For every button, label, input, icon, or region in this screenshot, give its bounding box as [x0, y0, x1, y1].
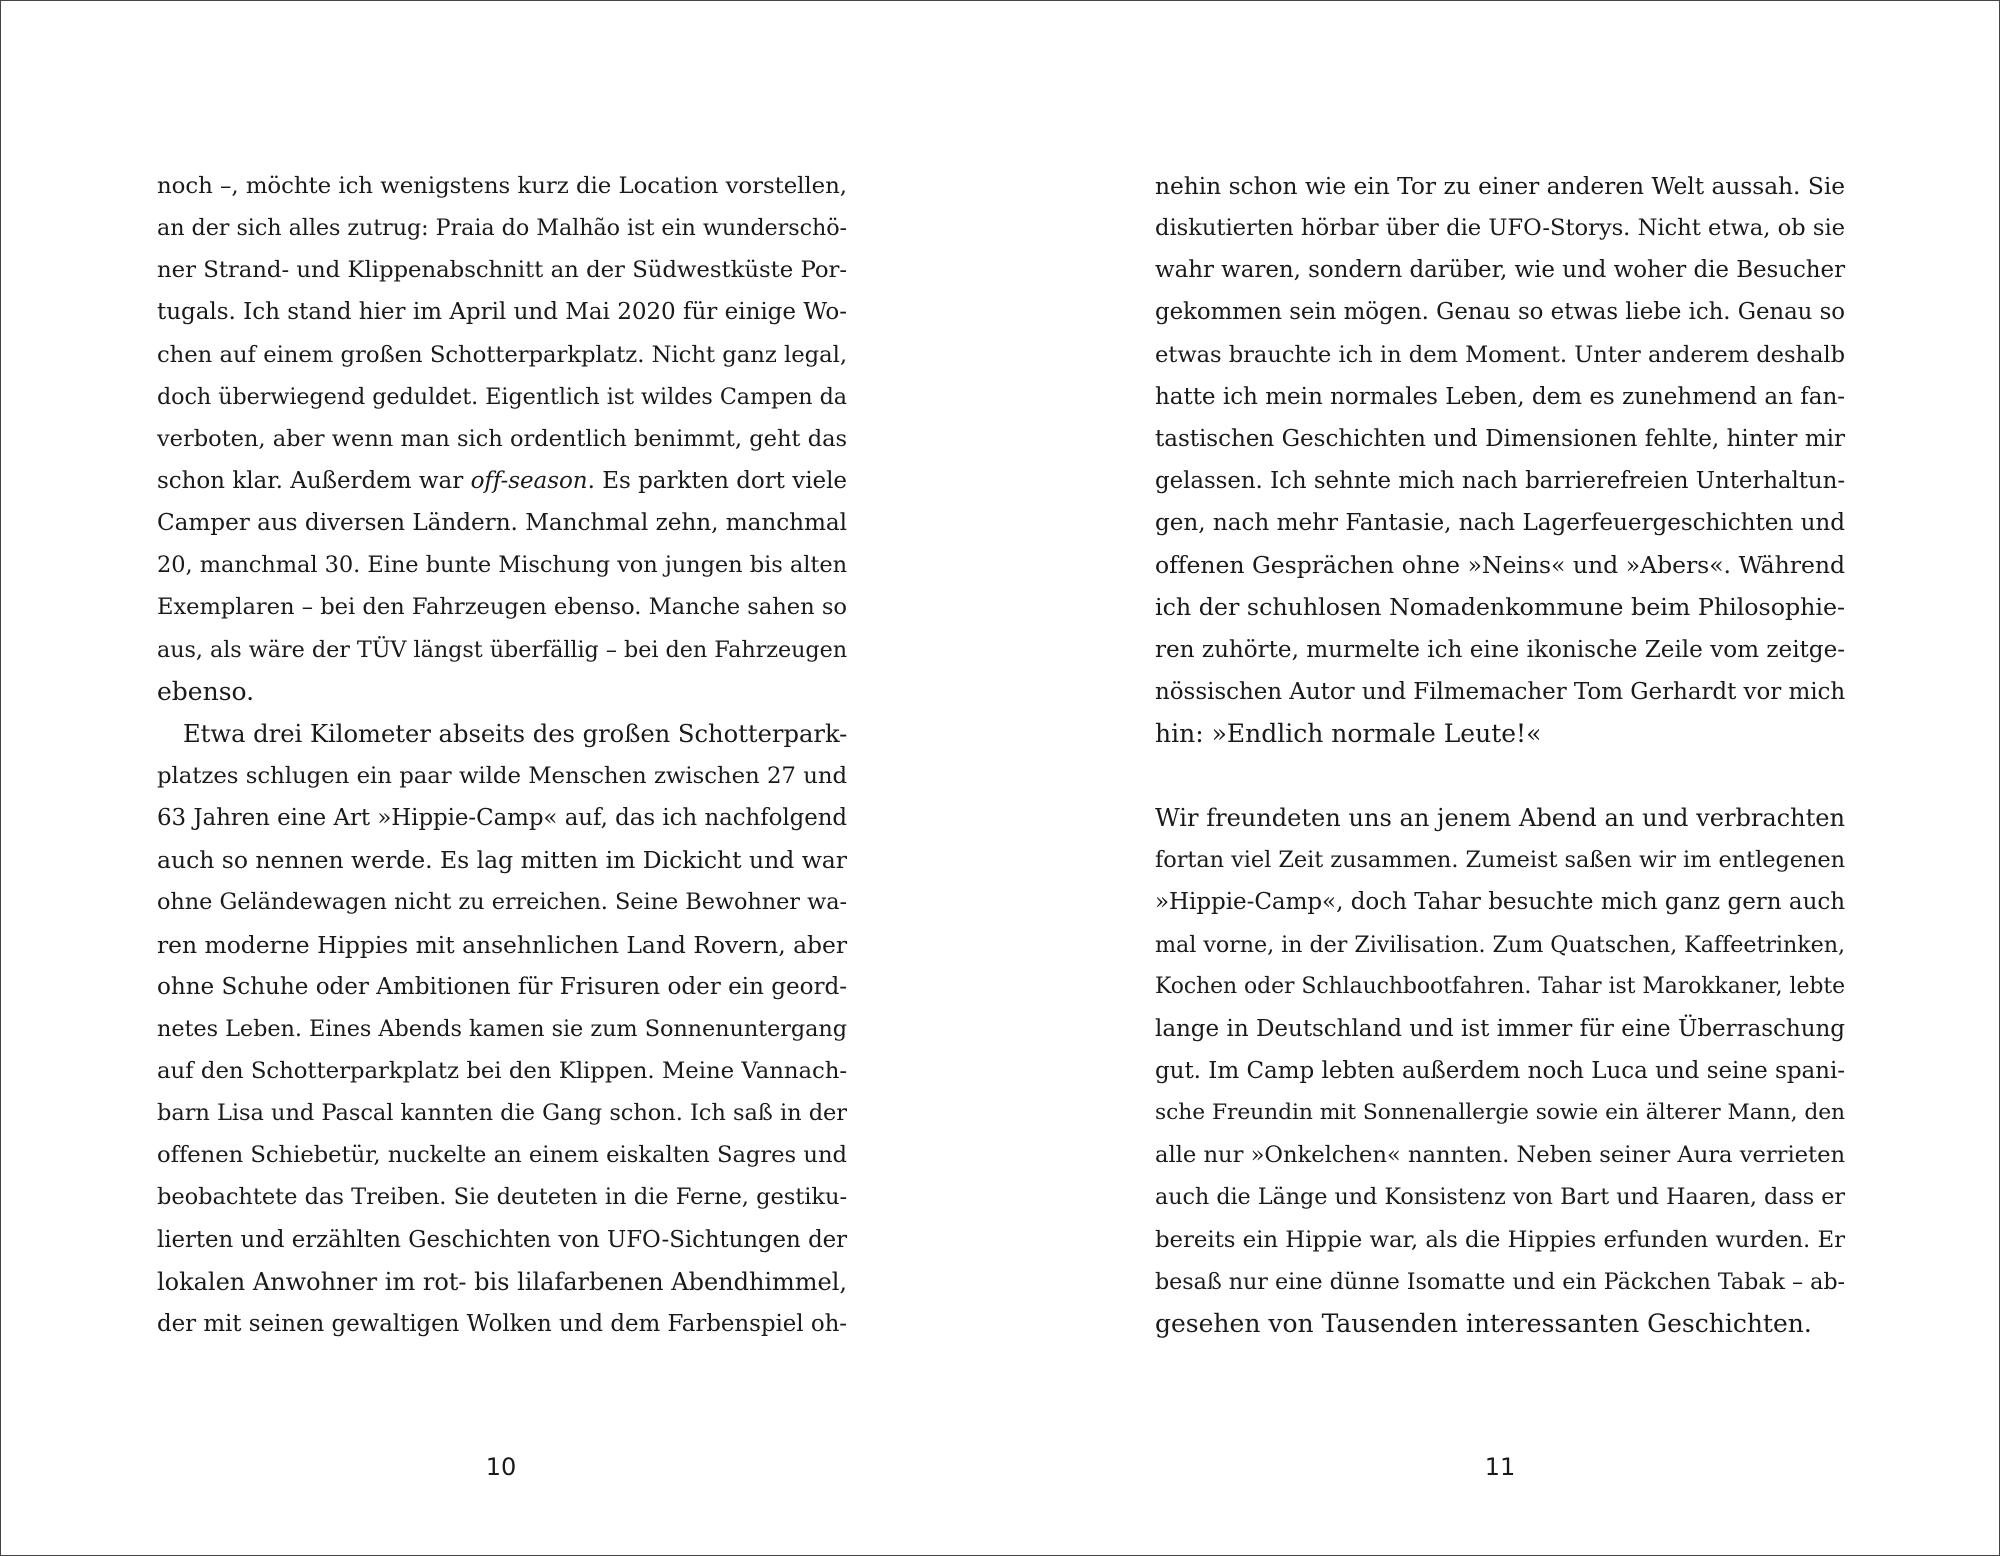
- text-line: an der sich alles zutrug: Praia do Malhão ist ein wunderschö-: [157, 215, 847, 242]
- text-line: »Hippie-Camp«, doch Tahar besuchte mich ganz gern auch: [1155, 889, 1845, 916]
- text-line: Wir freundeten uns an jenem Abend an und verbrachten: [1155, 804, 1845, 833]
- text-line: platzes schlugen ein paar wilde Menschen zwischen 27 und: [157, 762, 847, 789]
- text-line: gut. Im Camp lebten außerdem noch Luca und seine spani-: [1155, 1057, 1845, 1084]
- text-line: Exemplaren – bei den Fahrzeugen ebenso. Manche sahen so: [157, 594, 847, 621]
- text-line: noch –, möchte ich wenigstens kurz die Location vorstellen,: [157, 173, 847, 199]
- text-line: gesehen von Tausenden interessanten Geschichten.: [1155, 1308, 1812, 1338]
- text-line: gelassen. Ich sehnte mich nach barrierefreien Unterhaltun-: [1155, 467, 1845, 494]
- text-line: der mit seinen gewaltigen Wolken und dem Farbenspiel oh-: [157, 1310, 847, 1337]
- text-line: ohne Geländewagen nicht zu erreichen. Seine Bewohner wa-: [157, 889, 847, 916]
- text-line: nössischen Autor und Filmemacher Tom Gerhardt vor mich: [1155, 678, 1846, 705]
- text-line: doch überwiegend geduldet. Eigentlich ist wildes Campen da: [157, 383, 847, 410]
- text-line: ren zuhörte, murmelte ich eine ikonische Zeile vom zeitge-: [1155, 636, 1845, 663]
- text-line: gekommen sein mögen. Genau so etwas liebe ich. Genau so: [1155, 299, 1845, 326]
- text-line: alle nur »Onkelchen« nannten. Neben seiner Aura verrieten: [1155, 1142, 1845, 1169]
- right-page: [1000, 1, 1999, 1555]
- text-line: fortan viel Zeit zusammen. Zumeist saßen wir im entlegenen: [1155, 847, 1845, 874]
- page-number-right: 11: [1484, 1453, 1516, 1481]
- text-line: Camper aus diversen Ländern. Manchmal zehn, manchmal: [157, 510, 847, 537]
- text-line: offenen Schiebetür, nuckelte an einem eiskalten Sagres und: [157, 1142, 847, 1169]
- text-line: Kochen oder Schlauchbootfahren. Tahar ist Marokkaner, lebte: [1155, 973, 1845, 999]
- text-line: 63 Jahren eine Art »Hippie-Camp« auf, das ich nachfolgend: [157, 805, 847, 832]
- text-line: diskutierten hörbar über die UFO-Storys. Nicht etwa, ob sie: [1155, 215, 1845, 242]
- text-line: wahr waren, sondern darüber, wie und woher die Besucher: [1155, 257, 1845, 284]
- text-line: gen, nach mehr Fantasie, nach Lagerfeuergeschichten und: [1155, 510, 1845, 537]
- text-line: ohne Schuhe oder Ambitionen für Frisuren oder ein geord-: [157, 973, 847, 1000]
- text-line: chen auf einem großen Schotterparkplatz. Nicht ganz legal,: [157, 341, 847, 368]
- text-line: nehin schon wie ein Tor zu einer anderen Welt aussah. Sie: [1155, 172, 1845, 200]
- text-line: netes Leben. Eines Abends kamen sie zum Sonnenuntergang: [157, 1015, 847, 1042]
- text-line: lierten und erzählten Geschichten von UFO-Sichtungen der: [157, 1226, 847, 1253]
- text-line: offenen Gesprächen ohne »Neins« und »Abers«. Während: [1155, 551, 1845, 580]
- text-line: lange in Deutschland und ist immer für eine Überraschung: [1155, 1015, 1845, 1042]
- text-line: barn Lisa und Pascal kannten die Gang schon. Ich saß in der: [157, 1100, 847, 1127]
- text-line: hin: »Endlich normale Leute!«: [1155, 718, 1542, 748]
- left-page: [1, 1, 1000, 1555]
- text-line: auf den Schotterparkplatz bei den Klippen. Meine Vannach-: [157, 1057, 847, 1084]
- text-line: ren moderne Hippies mit ansehnlichen Land Rovern, aber: [157, 930, 847, 959]
- text-line: Etwa drei Kilometer abseits des großen Schotterpark-: [183, 719, 848, 748]
- text-line: hatte ich mein normales Leben, dem es zunehmend an fan-: [1155, 383, 1845, 410]
- text-line: tastischen Geschichten und Dimensionen fehlte, hinter mir: [1155, 425, 1845, 452]
- text-line: aus, als wäre der TÜV längst überfällig – bei den Fahrzeugen: [157, 636, 847, 663]
- text-line: ich der schuhlosen Nomadenkommune beim Philosophie-: [1155, 593, 1845, 622]
- text-line: lokalen Anwohner im rot- bis lilafarbenen Abendhimmel,: [157, 1267, 847, 1296]
- text-line: besaß nur eine dünne Isomatte und ein Päckchen Tabak – ab-: [1155, 1268, 1845, 1295]
- italic-term: off-season: [470, 467, 588, 494]
- text-line: sche Freundin mit Sonnenallergie sowie ein älterer Mann, den: [1155, 1100, 1845, 1126]
- text-line: auch so nennen werde. Es lag mitten im Dickicht und war: [157, 846, 847, 875]
- paragraph-break: [1155, 755, 1845, 797]
- page-number-left: 10: [485, 1453, 517, 1481]
- text-line: ebenso.: [157, 676, 255, 706]
- text-line: bereits ein Hippie war, als die Hippies erfunden wurden. Er: [1155, 1226, 1845, 1253]
- text-line: etwas brauchte ich in dem Moment. Unter anderem deshalb: [1155, 341, 1845, 368]
- left-page-text: [157, 165, 847, 1345]
- right-page-text: [1155, 165, 1845, 1345]
- text-line: auch die Länge und Konsistenz von Bart und Haaren, dass er: [1155, 1184, 1845, 1211]
- text-line: ner Strand- und Klippenabschnitt an der Südwestküste Por-: [157, 257, 847, 284]
- text-line: beobachtete das Treiben. Sie deuteten in die Ferne, gestiku-: [157, 1184, 847, 1211]
- text-line: mal vorne, in der Zivilisation. Zum Quatschen, Kaffeetrinken,: [1155, 931, 1845, 958]
- text-line: verboten, aber wenn man sich ordentlich benimmt, geht das: [157, 425, 847, 452]
- text-segment: . Es parkten dort viele: [587, 467, 847, 494]
- text-line: tugals. Ich stand hier im April und Mai 2020 für einige Wo-: [157, 299, 847, 326]
- text-segment: schon klar. Außerdem war: [157, 467, 471, 494]
- text-line: 20, manchmal 30. Eine bunte Mischung von jungen bis alten: [157, 552, 847, 579]
- text-line: [157, 460, 847, 502]
